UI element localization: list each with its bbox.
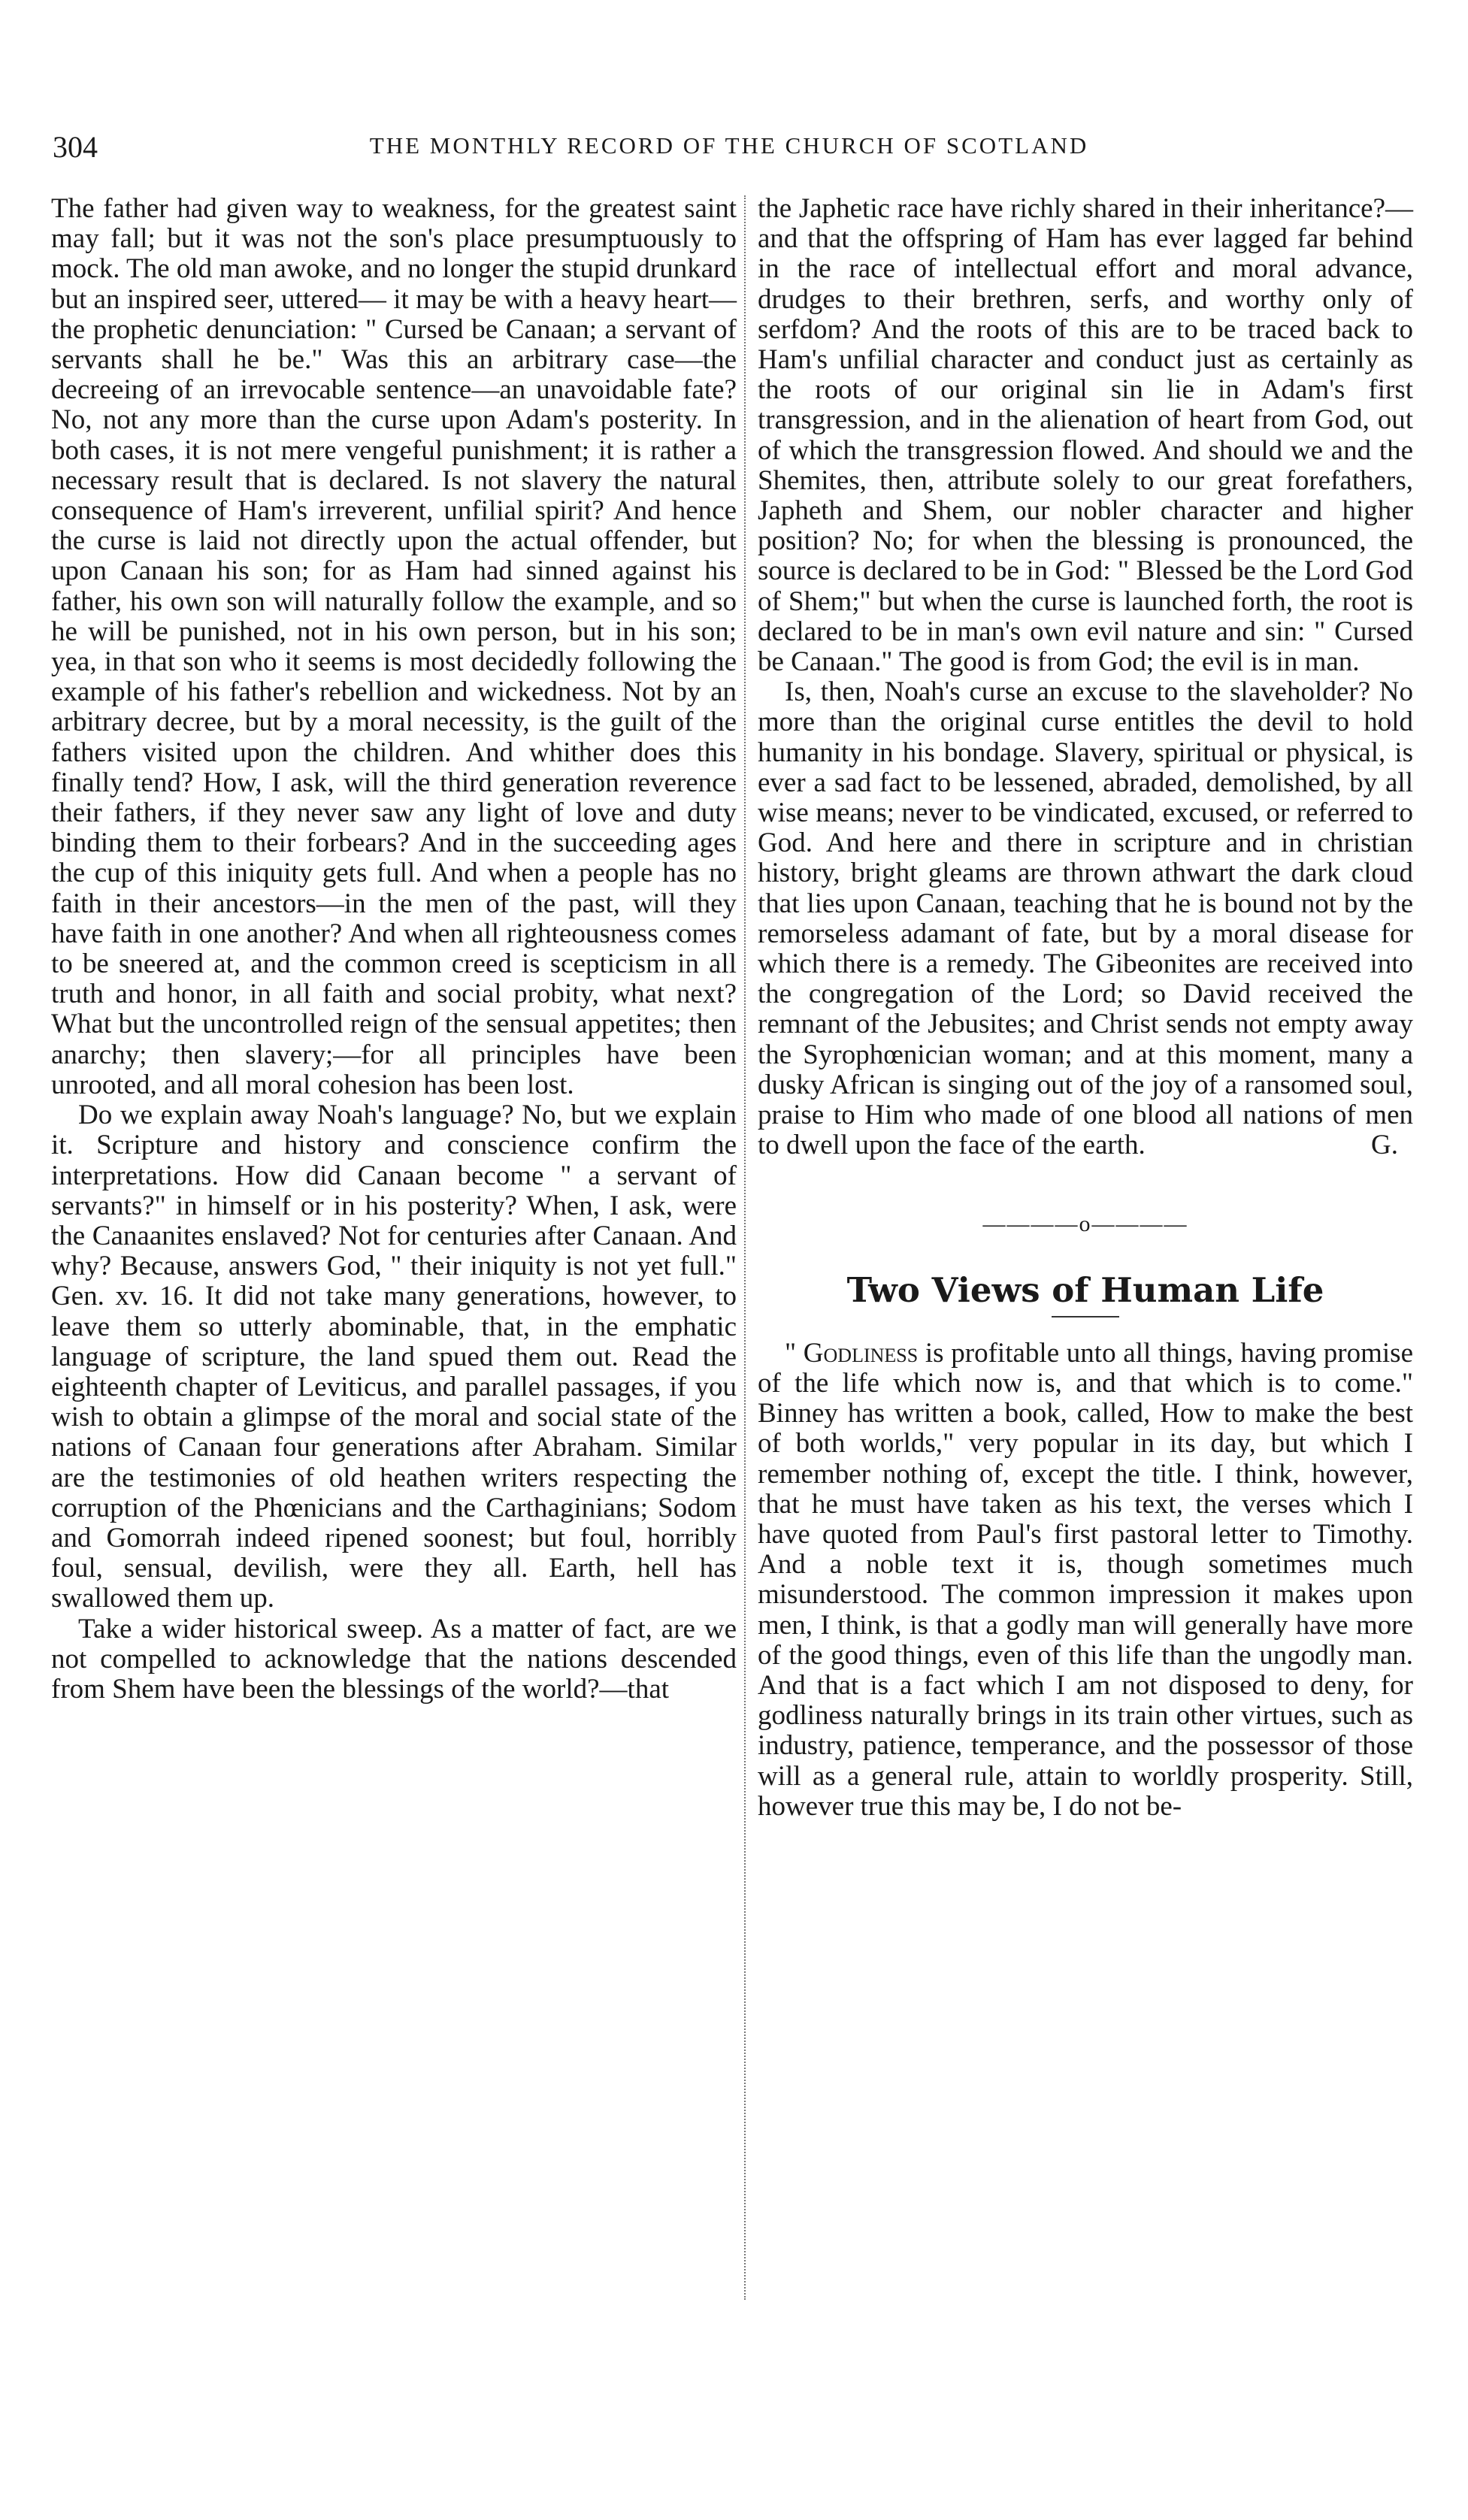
section-title: Two Views of Human Life: [846, 1269, 1324, 1310]
left-paragraph-3: Take a wider historical sweep. As a matter of fact, are we not compelled to acknowledge that the nations descended from Shem have been the blessings of the world?—that: [51, 1613, 737, 1705]
page-header: [53, 129, 1406, 174]
right-column: [758, 194, 1413, 1822]
right-paragraph-2-text: Is, then, Noah's curse an excuse to the slaveholder? No more than the original curse entitles the devil to hold humanity in his bondage. Slavery, spiritual or physical, is ever a sad fact to be lessened, abraded, demolished, by all wise means; never to be vindicated, excused, or referred to God. And here and there in scripture and in christian history, bright gleams are thrown athwart the dark cloud that lies upon Canaan, teaching that he is bound not by the remorseless adamant of fate, but by a moral disease for which there is a remedy. The Gibeonites are received into the congregation of the Lord; so David received the remnant of the Jebusites; and Christ sends not empty away the Syrophœnician woman; and at this moment, many a dusky African is singing out of the joy of a ransomed soul, praise to Him who made of one blood all nations of men to dwell upon the face of the earth.: [758, 676, 1413, 1161]
column-divider: [744, 195, 746, 2300]
left-column: [51, 194, 737, 1705]
left-paragraph-1: The father had given way to weakness, for the greatest saint may fall; but it was not the son's place presumptuously to mock. The old man awoke, and no longer the stupid drunkard but an inspired seer, uttered— it may be with a heavy heart—the prophetic denunciation: " Cursed be Canaan; a servant of servants shall he be." Was this an arbitrary case—the decreeing of an irrevocable sentence—an unavoidable fate? No, not any more than the curse upon Adam's posterity. In both cases, it is not mere vengeful punishment; it is rather a necessary result that is declared. Is not slavery the natural consequence of Ham's irreverent, unfilial spirit? And hence the curse is laid not directly upon the actual offender, but upon Canaan his son; for as Ham had sinned against his father, his own son will naturally follow the example, and so he will be punished, not in his own person, but in his son; yea, in that son who it seems is most decidedly following the example of his father's rebellion and wickedness. Not by an arbitrary decree, but by a moral necessity, is the guilt of the fathers visited upon the children. And whither does this finally tend? How, I ask, will the third generation reverence their fathers, if they never saw any light of love and duty binding them to their forbears? And in the succeeding ages the cup of this iniquity gets full. And when a people has no faith in their ancestors—in the men of the past, will they have faith in one another? And when all righteousness comes to be sneered at, and the common creed is scepticism in all truth and honor, in all faith and social probity, what next? What but the uncontrolled reign of the sensual appetites; then anarchy; then slavery;—for all principles have been unrooted, and all moral cohesion has been lost.: [51, 193, 737, 1100]
right-paragraph-2: [758, 677, 1413, 1160]
author-signature: G.: [1371, 1130, 1398, 1161]
section-paragraph-lead: " Godliness: [785, 1337, 919, 1369]
page-number: 304: [53, 130, 98, 164]
section-separator: ————o————: [982, 1211, 1188, 1236]
section-paragraph: [758, 1339, 1413, 1822]
title-rule: [1052, 1316, 1119, 1317]
left-paragraph-2: Do we explain away Noah's language? No, but we explain it. Scripture and history and conscience confirm the interpretations. How did Canaan become " a servant of servants?" in himself or in his posterity? When, I ask, were the Canaanites enslaved? Not for centuries after Canaan. And why? Because, answers God, " their iniquity is not yet full." Gen. xv. 16. It did not take many generations, however, to leave them so utterly abominable, that, in the emphatic language of scripture, the land spued them out. Read the eighteenth chapter of Leviticus, and parallel passages, if you wish to obtain a glimpse of the moral and social state of the nations of Canaan four generations after Abraham. Similar are the testimonies of old heathen writers respecting the corruption of the Phœnicians and the Carthaginians; Sodom and Gomorrah indeed ripened soonest; but foul, horribly foul, sensual, devilish, were they all. Earth, hell has swallowed them up.: [51, 1100, 737, 1614]
section-paragraph-text: is profitable unto all things, having promise of the life which now is, and that which is to come." Binney has written a book, called, How to make the best of both worlds," very popular in its day, but which I remember nothing of, except the title. I think, however, that he must have taken as his text, the verses which I have quoted from Paul's first pastoral letter to Timothy. And a noble text it is, though sometimes much misunderstood. The common impression it makes upon men, I think, is that a godly man will generally have more of the good things, even of this life than the ungodly man. And that is a fact which I am not disposed to deny, for godliness naturally brings in its train other virtues, such as industry, patience, temperance, and the possessor of those will as a general rule, attain to worldly prosperity. Still, however true this may be, I do not be-: [758, 1337, 1413, 1822]
running-title: THE MONTHLY RECORD OF THE CHURCH OF SCOTLAND: [369, 132, 1089, 159]
right-paragraph-1: the Japhetic race have richly shared in their inheritance?—and that the offspring of Ham has ever lagged far behind in the race of intellectual effort and moral advance, drudges to their brethren, serfs, and worthy only of serfdom? And the roots of this are to be traced back to Ham's unfilial character and conduct just as certainly as the roots of our original sin lie in Adam's first transgression, and in the alienation of heart from God, out of which the transgression flowed. And should we and the Shemites, then, attribute solely to our great forefathers, Japheth and Shem, our nobler character and higher position? No; for when the blessing is pronounced, the source is declared to be in God: " Blessed be the Lord God of Shem;" but when the curse is launched forth, the root is declared to be in man's own evil nature and sin: " Cursed be Canaan." The good is from God; the evil is in man.: [758, 193, 1413, 678]
